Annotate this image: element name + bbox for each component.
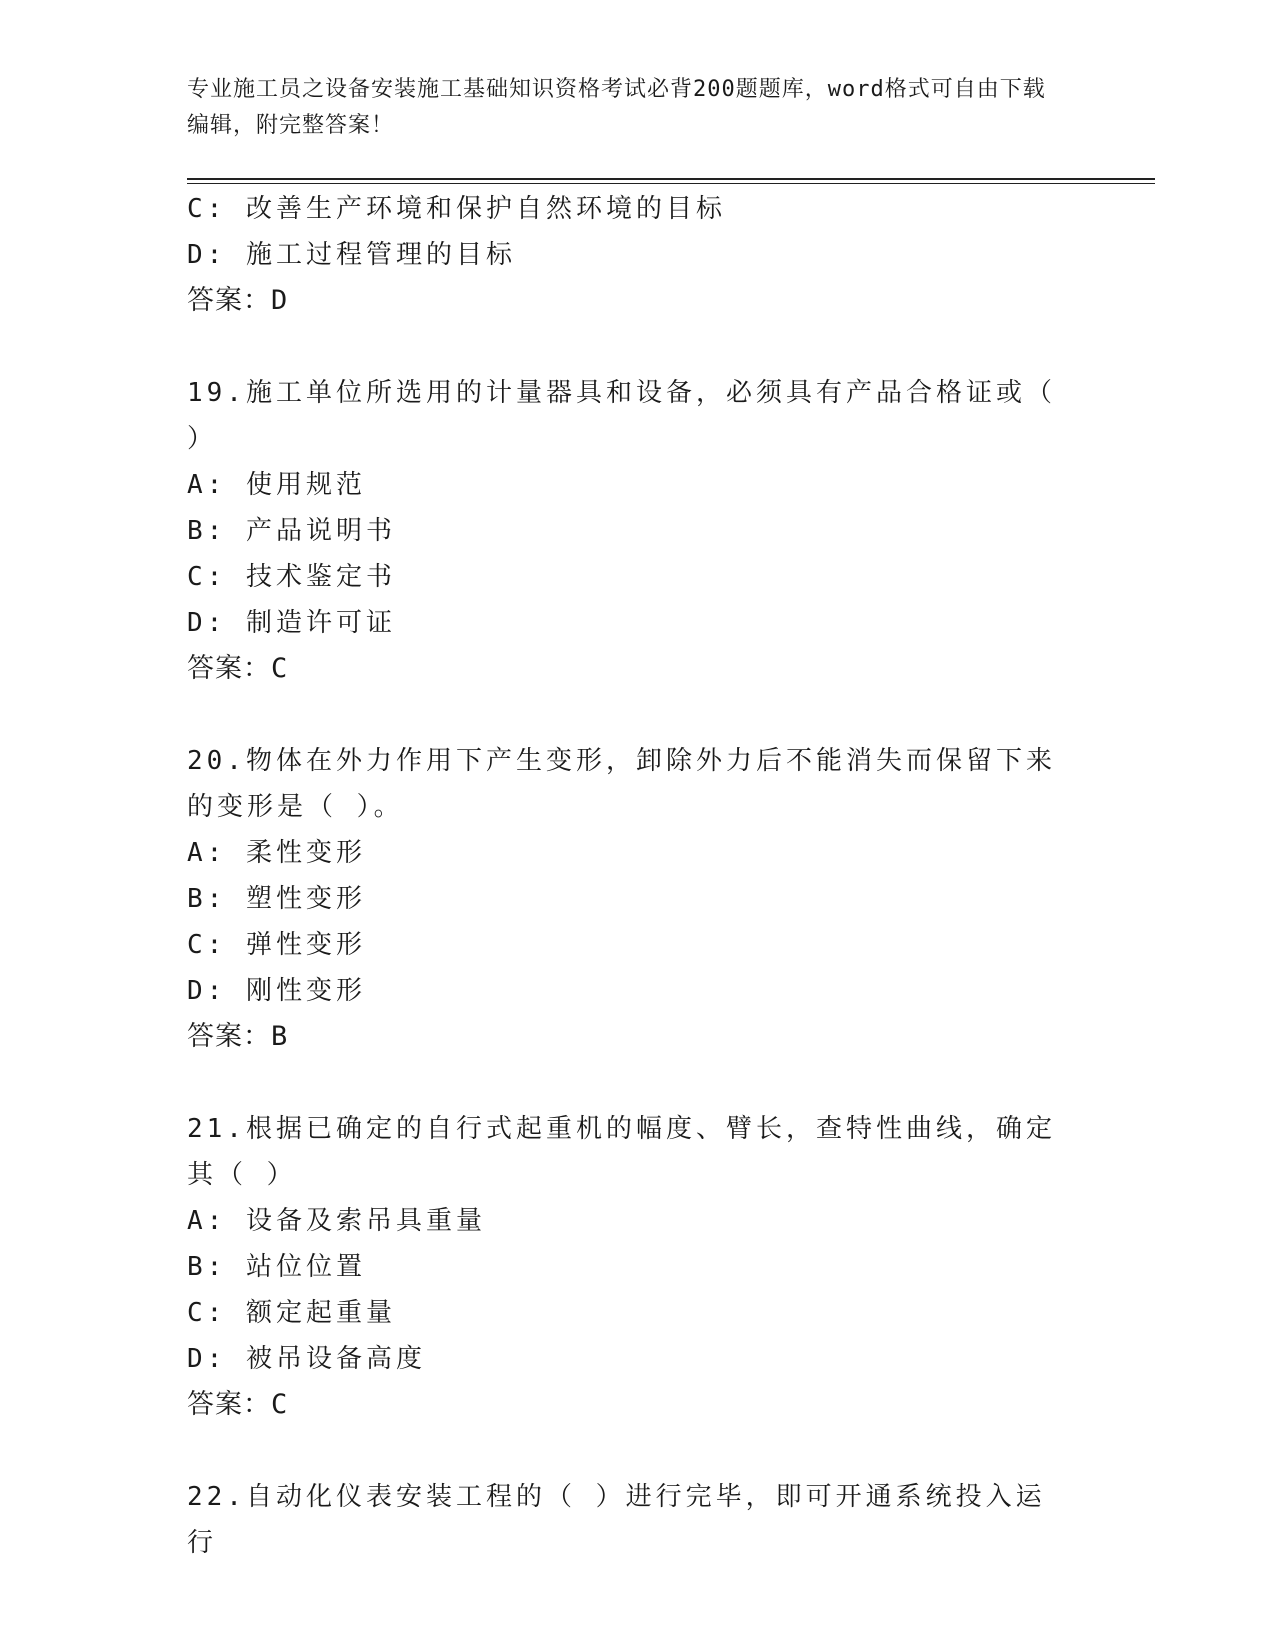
question-stem: 22.自动化仪表安装工程的（ ）进行完毕，即可开通系统投入运行: [187, 1482, 1046, 1558]
option-a: A: 设备及索吊具重量: [187, 1206, 486, 1236]
option-d: D: 施工过程管理的目标: [187, 240, 516, 270]
answer: 答案：D: [187, 285, 289, 316]
answer: 答案：B: [187, 1021, 289, 1052]
option-c: C: 改善生产环境和保护自然环境的目标: [187, 194, 726, 224]
option-c: C: 额定起重量: [187, 1298, 396, 1328]
option-b: B: 站位位置: [187, 1252, 366, 1282]
question-block-18: [187, 186, 1087, 324]
option-a: A: 使用规范: [187, 470, 366, 500]
option-a: A: 柔性变形: [187, 838, 366, 868]
question-block-21: [187, 1106, 1087, 1428]
header-divider: [187, 178, 1155, 184]
option-d: D: 被吊设备高度: [187, 1344, 426, 1374]
option-b: B: 产品说明书: [187, 516, 396, 546]
question-block-20: [187, 738, 1087, 1060]
question-stem: 20.物体在外力作用下产生变形，卸除外力后不能消失而保留下来的变形是（ ）。: [187, 746, 1056, 822]
question-block-22: [187, 1474, 1087, 1566]
question-stem: 21.根据已确定的自行式起重机的幅度、臂长，查特性曲线，确定其（ ）: [187, 1114, 1056, 1190]
answer: 答案：C: [187, 653, 289, 684]
question-list: [187, 186, 1087, 1566]
option-d: D: 制造许可证: [187, 608, 396, 638]
option-d: D: 刚性变形: [187, 976, 366, 1006]
answer: 答案：C: [187, 1389, 289, 1420]
question-stem: 19.施工单位所选用的计量器具和设备，必须具有产品合格证或（ ）: [187, 378, 1056, 454]
option-c: C: 弹性变形: [187, 930, 366, 960]
option-c: C: 技术鉴定书: [187, 562, 396, 592]
question-block-19: [187, 370, 1087, 692]
document-header: 专业施工员之设备安装施工基础知识资格考试必背200题题库，word格式可自由下载编辑，附完整答案！: [187, 77, 1046, 138]
option-b: B: 塑性变形: [187, 884, 366, 914]
